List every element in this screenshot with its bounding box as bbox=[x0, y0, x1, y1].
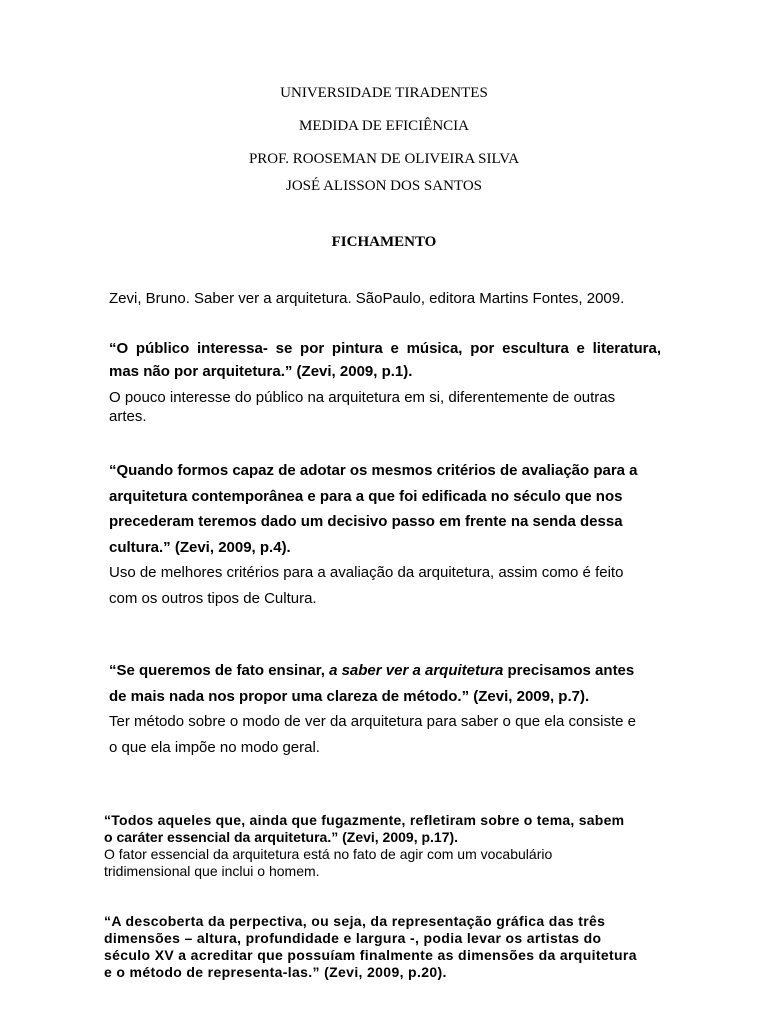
quote-text: “Se queremos de fato ensinar, bbox=[109, 662, 330, 679]
comment-line: Ter método sobre o modo de ver da arquitetura para saber o que ela consiste e bbox=[109, 713, 636, 730]
quote-line: o caráter essencial da arquitetura.” (Zevi, 2009, p.17). bbox=[104, 829, 459, 845]
comment-line: O fator essencial da arquitetura está no fato de agir com um vocabulário bbox=[104, 846, 553, 862]
quote-line: século XV a acreditar que possuíam finalmente as dimensões da arquitetura bbox=[104, 947, 637, 963]
comment-line: O pouco interesse do público na arquitetura em si, diferentemente de outras bbox=[109, 389, 616, 406]
comment-line: Uso de melhores critérios para a avaliação da arquitetura, assim como é feito bbox=[109, 564, 624, 581]
quote-line: “O público interessa- se por pintura e música, por escultura e literatura, bbox=[109, 340, 661, 357]
quote-line: “Quando formos capaz de adotar os mesmos critérios de avaliação para a bbox=[109, 462, 638, 479]
quote-line: dimensões – altura, profundidade e largura -, podia levar os artistas do bbox=[104, 930, 602, 946]
comment-line: o que ela impõe no modo geral. bbox=[109, 739, 320, 756]
course-name: MEDIDA DE EFICIÊNCIA bbox=[299, 118, 469, 134]
comment-line: artes. bbox=[109, 408, 147, 425]
document-title: FICHAMENTO bbox=[331, 234, 437, 250]
quote-text: precisamos antes bbox=[503, 662, 635, 679]
university-name: UNIVERSIDADE TIRADENTES bbox=[280, 85, 488, 101]
bibliographic-reference: Zevi, Bruno. Saber ver a arquitetura. SãoPaulo, editora Martins Fontes, 2009. bbox=[109, 290, 625, 307]
professor-name: PROF. ROOSEMAN DE OLIVEIRA SILVA bbox=[248, 151, 520, 167]
student-name: JOSÉ ALISSON DOS SANTOS bbox=[285, 178, 483, 194]
quote-line: de mais nada nos propor uma clareza de método.” (Zevi, 2009, p.7). bbox=[109, 688, 590, 705]
quote-line: arquitetura contemporânea e para a que foi edificada no século que nos bbox=[109, 488, 623, 505]
quote-line: “Todos aqueles que, ainda que fugazmente, refletiram sobre o tema, sabem bbox=[104, 812, 625, 828]
comment-line: tridimensional que inclui o homem. bbox=[104, 863, 320, 879]
quote-line: “A descoberta da perpectiva, ou seja, da representação gráfica das três bbox=[104, 913, 606, 929]
quote-line: e o método de representa-las.” (Zevi, 2009, p.20). bbox=[104, 964, 447, 980]
quote-line: cultura.” (Zevi, 2009, p.4). bbox=[109, 539, 291, 556]
quote-line: precederam teremos dado um decisivo passo em frente na senda dessa bbox=[109, 513, 623, 530]
quote-line bbox=[109, 661, 661, 680]
quote-italic-title: a saber ver a arquitetura bbox=[329, 662, 504, 679]
comment-line: com os outros tipos de Cultura. bbox=[109, 590, 317, 607]
quote-line: mas não por arquitetura.” (Zevi, 2009, p.1). bbox=[109, 363, 413, 380]
